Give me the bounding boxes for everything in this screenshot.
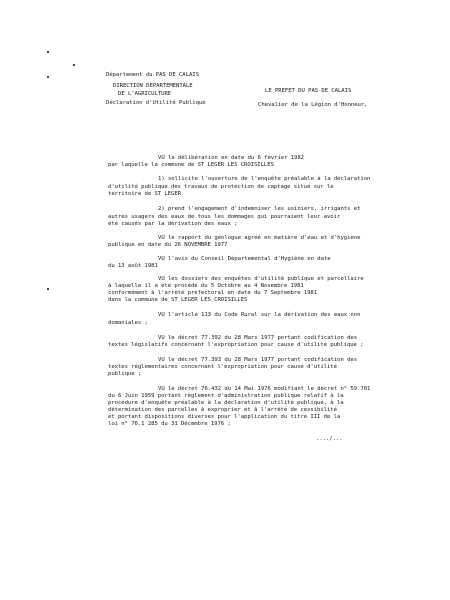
department-line: Département du PAS DE CALAIS: [106, 72, 199, 78]
body-line: VU la délibération en date du 6 février 1982: [158, 155, 304, 161]
body-line: VU l'avis du Conseil Départemental d'Hygiène en date: [158, 256, 331, 262]
body-line: VU le décret 77.392 du 28 Mars 1977 portant codification des: [158, 335, 358, 341]
agriculture-line: DE L'AGRICULTURE: [118, 91, 172, 97]
body-line: VU les dossiers des enquêtes d'utilité publique et parcellaire: [158, 276, 364, 282]
scan-speck: [47, 288, 49, 290]
body-line: loi n° 76.1 285 du 31 Décembre 1976 ;: [108, 421, 231, 427]
scan-speck: [47, 51, 49, 53]
prefect-honor: Chevalier de la Légion d'Honneur,: [258, 102, 368, 108]
body-line: du 13 août 1981: [108, 263, 158, 269]
body-line: 2) prend l'engagement d'indemniser les usiniers, irrigants et: [158, 206, 361, 212]
prefect-title: LE PREFET DU PAS DE CALAIS: [265, 88, 352, 94]
scan-speck: [47, 76, 49, 78]
body-line: du 6 Juin 1959 portant règlement d'administration publique relatif à la: [108, 393, 344, 399]
body-line: textes réglementaires concernant l'expropriation pour cause d'utilité: [108, 364, 337, 370]
body-line: VU le décret 76.432 du 14 Mai 1976 modifiant le décret n° 59.701: [158, 386, 371, 392]
direction-line: DIRECTION DEPARTEMENTALE: [113, 83, 193, 89]
continuation-mark: ..../...: [316, 436, 343, 442]
body-line: 1) sollicite l'ouverture de l'enquête préalable à la déclaration: [158, 176, 371, 182]
body-line: et portant dispositions diverses pour l'application du titre III de la: [108, 414, 341, 420]
scan-speck: [73, 64, 75, 66]
body-line: textes législatifs concernant l'expropriation pour cause d'utilité publique ;: [108, 342, 364, 348]
body-line: autres usagers des eaux de tous les dommages qui pourraient leur avoir: [108, 214, 341, 220]
body-line: territoire de ST LEGER: [108, 191, 181, 197]
body-line: dans la commune de ST LEGER LES CROISILLES: [108, 297, 248, 303]
body-line: à laquelle il a été procédé du 5 Octobre au 4 Novembre 1981: [108, 283, 304, 289]
body-line: été causés par la dérivation des eaux ;: [108, 221, 238, 227]
body-line: d'utilité publique des travaux de protection de captage situé sur le: [108, 184, 334, 190]
body-line: VU le rapport du géologue agréé en matière d'eau et d'hygiène: [158, 235, 361, 241]
body-line: publique en date du 26 NOVEMBRE 1977: [108, 242, 228, 248]
body-line: conformément à l'arrêté préfectoral en date du 7 Septembre 1981: [108, 290, 318, 296]
document-subject: Déclaration d'Utilité Publique: [106, 100, 206, 106]
body-line: VU le décret 77.393 du 28 Mars 1977 portant codification des: [158, 357, 358, 363]
body-line: domaniales ;: [108, 320, 148, 326]
body-line: détermination des parcelles à exproprier et à l'arrêté de cessibilité: [108, 407, 337, 413]
body-line: publique ;: [108, 371, 142, 377]
body-line: par laquelle la commune de ST LEGER LES CROISILLES: [108, 162, 274, 168]
body-line: procédure d'enquête préalable à la déclaration d'utilité publique, à la: [108, 400, 344, 406]
body-line: VU l'article 113 du Code Rural sur la dérivation des eaux non: [158, 312, 361, 318]
